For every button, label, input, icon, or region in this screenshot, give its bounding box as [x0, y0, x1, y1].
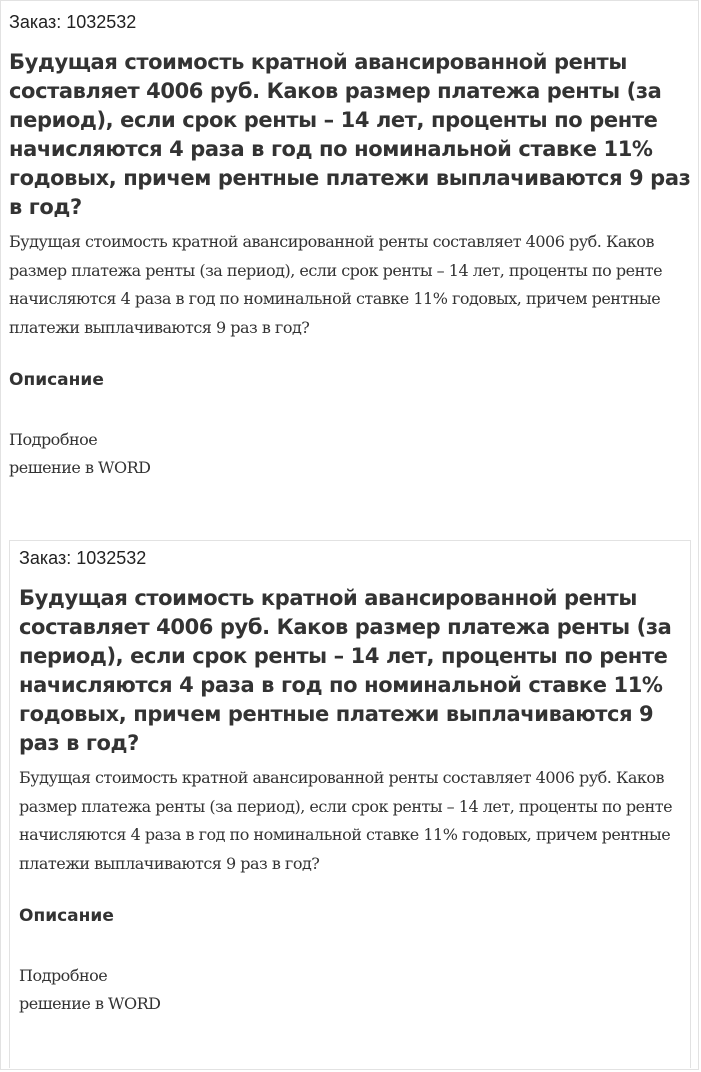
order-block-secondary	[9, 540, 691, 1068]
order-number: Заказ: 1032532	[19, 548, 147, 568]
solution-note-line2: решение в WORD	[9, 458, 151, 477]
task-title: Будущая стоимость кратной авансированной ренты составляет 4006 руб. Каков размер платежа ренты (за период), если срок ренты – 14 лет, проценты по ренте начисляются 4 раза в год по номинальной ставке 11% годовых, причем рентные платежи выплачиваются 9 раз в год?	[19, 586, 672, 755]
solution-note-line1: Подробное	[19, 966, 108, 985]
order-number: Заказ: 1032532	[9, 12, 137, 32]
solution-note-line1: Подробное	[9, 430, 98, 449]
solution-note-line2: решение в WORD	[19, 994, 161, 1013]
solution-note	[19, 962, 690, 1018]
task-description: Будущая стоимость кратной авансированной ренты составляет 4006 руб. Каков размер платежа ренты (за период), если срок ренты – 14 лет, проценты по ренте начисляются 4 раза в год по номинальной ставке 11% годовых, причем рентные платежи выплачиваются 9 раз в год?	[19, 768, 673, 873]
task-description: Будущая стоимость кратной авансированной ренты составляет 4006 руб. Каков размер платежа ренты (за период), если срок ренты – 14 лет, проценты по ренте начисляются 4 раза в год по номинальной ставке 11% годовых, причем рентные платежи выплачиваются 9 раз в год?	[9, 232, 663, 337]
solution-note	[9, 426, 693, 482]
description-heading: Описание	[19, 906, 114, 926]
task-title: Будущая стоимость кратной авансированной ренты составляет 4006 руб. Каков размер платежа ренты (за период), если срок ренты – 14 лет, проценты по ренте начисляются 4 раза в год по номинальной ставке 11% годовых, причем рентные платежи выплачиваются 9 раз в год?	[9, 50, 691, 219]
order-block-primary	[9, 8, 693, 482]
description-heading: Описание	[9, 370, 104, 390]
